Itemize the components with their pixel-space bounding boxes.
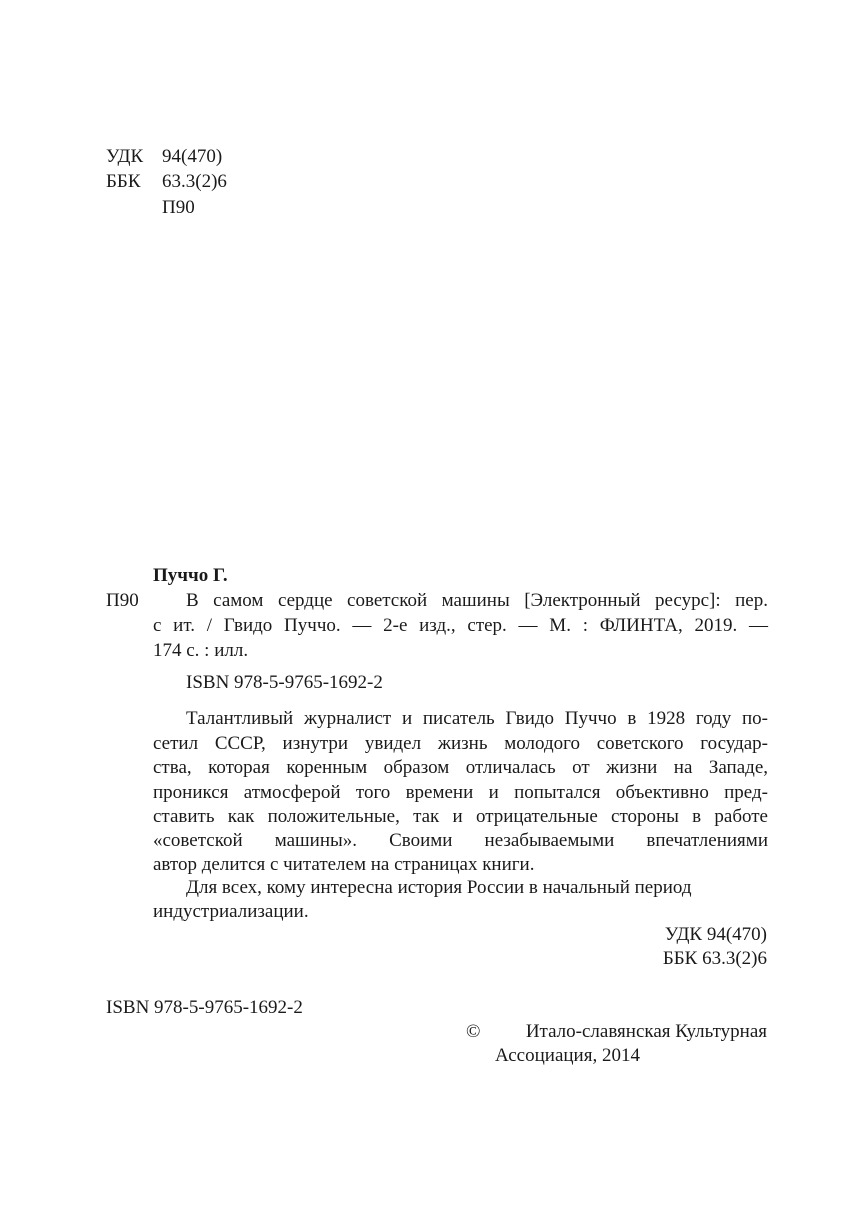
annotation-line-4: проникся атмосферой того времени и попытался объективно пред- bbox=[153, 782, 768, 803]
annotation-line-7: автор делится с читателем на страницах книги. bbox=[153, 854, 535, 875]
annotation-line-1: Талантливый журналист и писатель Гвидо Пуччо в 1928 году по- bbox=[186, 708, 768, 729]
audience-line-1: Для всех, кому интересна история России в начальный период bbox=[186, 877, 692, 898]
audience-line-2: индустриализации. bbox=[153, 901, 309, 922]
bbk-label: ББК bbox=[106, 171, 141, 192]
udk-value: 94(470) bbox=[162, 146, 223, 167]
copyright-symbol: © bbox=[466, 1021, 481, 1042]
annotation-line-5: ставить как положительные, так и отрицательные стороны в работе bbox=[153, 806, 768, 827]
isbn-record: ISBN 978-5-9765-1692-2 bbox=[186, 672, 383, 693]
annotation-line-6: «советской машины». Своими незабываемыми впечатлениями bbox=[153, 830, 768, 851]
udk-label: УДК bbox=[106, 146, 144, 167]
udk-code-top bbox=[106, 145, 222, 169]
author-mark: П90 bbox=[106, 590, 139, 611]
bbk-code-top bbox=[106, 170, 227, 194]
annotation-line-2: сетил СССР, изнутри увидел жизнь молодого советского государ- bbox=[153, 733, 768, 754]
copyright-line-1: Итало-славянская Культурная bbox=[525, 1021, 767, 1042]
bbk-value: 63.3(2)6 bbox=[162, 171, 227, 192]
annotation-line-3: ства, которая коренным образом отличалась от жизни на Западе, bbox=[153, 757, 768, 778]
udk-code-bottom: УДК 94(470) bbox=[664, 924, 767, 945]
author-mark-top: П90 bbox=[162, 197, 195, 218]
author-heading: Пуччо Г. bbox=[153, 565, 228, 586]
isbn-footer: ISBN 978-5-9765-1692-2 bbox=[106, 997, 303, 1018]
title-line-2: с ит. / Гвидо Пуччо. — 2-е изд., стер. — М. : ФЛИНТА, 2019. — bbox=[153, 615, 768, 636]
bbk-code-bottom: ББК 63.3(2)6 bbox=[662, 948, 767, 969]
copyright-line-2: Ассоциация, 2014 bbox=[495, 1045, 640, 1066]
title-line-1: В самом сердце советской машины [Электронный ресурс]: пер. bbox=[186, 590, 768, 611]
title-line-3: 174 с. : илл. bbox=[153, 640, 249, 661]
